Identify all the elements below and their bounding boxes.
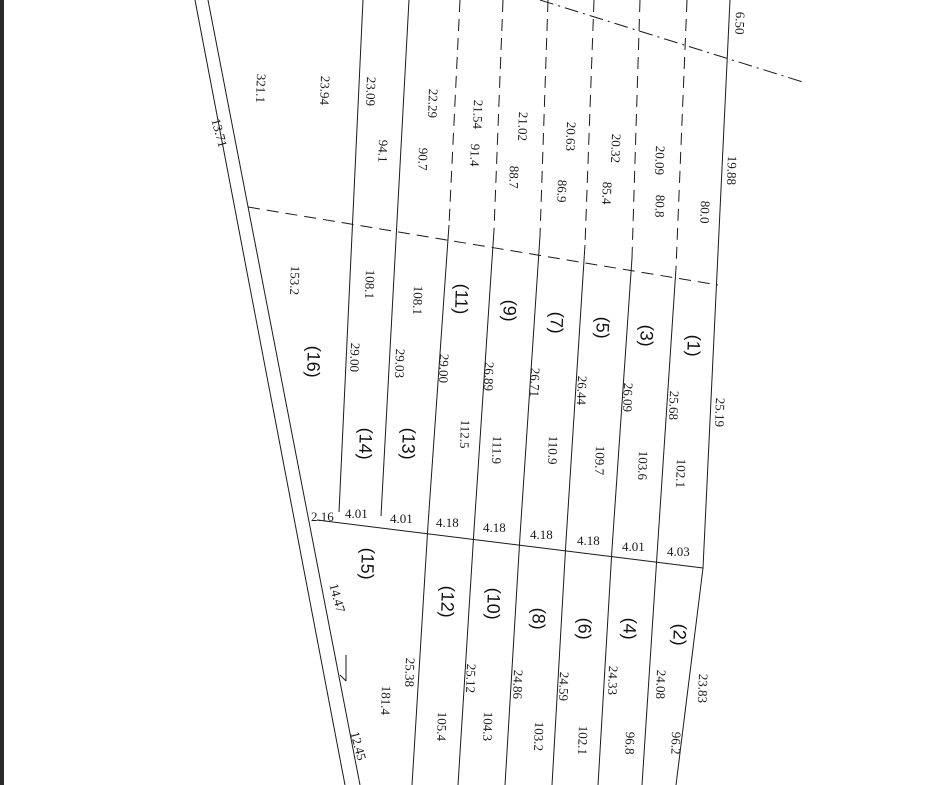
dim-width: 24.59	[555, 671, 572, 702]
dim-area: 110.9	[545, 435, 561, 465]
lot-number: (2)	[669, 623, 690, 647]
dim-frontage: 4.18	[436, 515, 459, 530]
dim-boundary: 19.88	[723, 155, 740, 186]
lot-number: (4)	[619, 617, 640, 641]
dim-area: 103.6	[634, 450, 651, 481]
dim-width: 20.09	[651, 145, 668, 176]
dim-width: 29.00	[435, 353, 452, 384]
dim-area: 85.4	[599, 181, 615, 205]
dim-width: 25.38	[401, 657, 418, 688]
dim-area: 103.2	[530, 721, 547, 752]
dim-area: 102.1	[574, 725, 591, 756]
dim-width: 26.09	[619, 382, 636, 413]
dim-width: 29.03	[391, 348, 408, 379]
dim-width: 29.00	[346, 342, 363, 373]
plot-divider	[412, 525, 428, 785]
lot-number: (7)	[546, 311, 567, 335]
dim-width: 23.94	[316, 75, 333, 106]
dim-area: 91.4	[467, 143, 483, 167]
setback-line	[248, 207, 718, 285]
dim-width: 24.33	[604, 665, 621, 696]
dim-area: 86.9	[554, 179, 570, 203]
east-boundary	[703, 0, 730, 568]
dim-width: 24.86	[509, 669, 526, 700]
dim-area: 105.4	[433, 711, 450, 742]
dim-frontage: 4.01	[345, 506, 368, 521]
dim-area: 80.8	[652, 194, 668, 218]
dim-width: 26.71	[526, 367, 543, 398]
dim-area: 102.1	[672, 458, 689, 489]
dim-area: 94.1	[375, 139, 391, 163]
road-edge-inner	[208, 0, 363, 785]
alignment-line	[540, 0, 806, 83]
lot-number: (9)	[499, 299, 520, 323]
lot-number: (13)	[397, 427, 419, 461]
dim-width: 21.54	[469, 99, 486, 130]
dim-boundary: 12.45	[347, 729, 370, 762]
dim-area: 109.7	[591, 445, 608, 476]
lot-number: (12)	[436, 585, 458, 619]
lot-number: (14)	[354, 427, 376, 461]
dim-boundary: 25.19	[711, 397, 728, 428]
dim-area: 112.5	[457, 419, 473, 449]
dim-width: 23.09	[362, 76, 379, 107]
plot-divider-dashed	[540, 0, 548, 236]
plot-divider-dashed	[494, 0, 503, 230]
dim-area: 90.7	[415, 147, 431, 171]
lot-number: (16)	[302, 345, 324, 379]
dim-width: 13.71	[208, 116, 231, 149]
dim-width: 22.29	[424, 88, 441, 119]
dim-boundary: 23.83	[694, 673, 711, 704]
dim-width: 25.12	[462, 663, 479, 694]
dim-frontage: 4.18	[577, 533, 600, 548]
plot-divider-dashed	[632, 0, 640, 258]
dim-area: 111.9	[489, 435, 505, 465]
dim-width: 20.63	[562, 121, 579, 152]
lot-number: (3)	[636, 324, 657, 348]
dim-frontage: 4.01	[622, 539, 645, 554]
lot-number: (1)	[683, 334, 704, 358]
dim-width: 26.89	[480, 361, 497, 392]
lot-number: (6)	[574, 617, 595, 641]
dim-width: 21.02	[514, 111, 531, 142]
dim-frontage: 4.18	[483, 520, 506, 535]
plot-divider	[552, 541, 566, 785]
plot-divider-dashed	[676, 0, 687, 268]
dim-area: 181.4	[377, 685, 394, 716]
dim-area: 88.7	[506, 165, 522, 189]
plot-divider	[505, 536, 520, 785]
plot-divider	[458, 530, 474, 785]
dim-width: 25.68	[665, 390, 682, 421]
dim-area: 96.2	[668, 731, 684, 755]
dim-frontage: 4.03	[667, 544, 690, 559]
lot-number: (8)	[528, 607, 549, 631]
lot-number: (5)	[592, 316, 613, 340]
dim-area: 80.0	[697, 200, 713, 224]
dim-width: 20.32	[607, 133, 624, 164]
dim-width: 14.47	[326, 581, 349, 614]
dim-frontage: 4.18	[530, 527, 553, 542]
dim-area: 153.2	[286, 265, 303, 296]
dim-width: 26.44	[573, 375, 590, 406]
plot-divider-dashed	[449, 0, 460, 225]
dim-width: 24.08	[652, 669, 669, 700]
lot-number: (15)	[356, 547, 378, 581]
dim-frontage: 2.16	[311, 509, 334, 524]
dim-boundary: 6.50	[732, 11, 748, 35]
plot-divider-dashed	[585, 0, 594, 245]
dim-area: 321.1	[252, 73, 269, 104]
dim-area: 96.8	[622, 731, 638, 755]
dim-area: 104.3	[479, 711, 496, 742]
dim-area: 108.1	[361, 269, 378, 300]
lot-number: (11)	[450, 283, 472, 315]
dim-area: 108.1	[409, 285, 426, 316]
dim-frontage: 4.01	[390, 511, 413, 526]
road-jog	[340, 675, 346, 681]
lot-number: (10)	[482, 587, 504, 621]
